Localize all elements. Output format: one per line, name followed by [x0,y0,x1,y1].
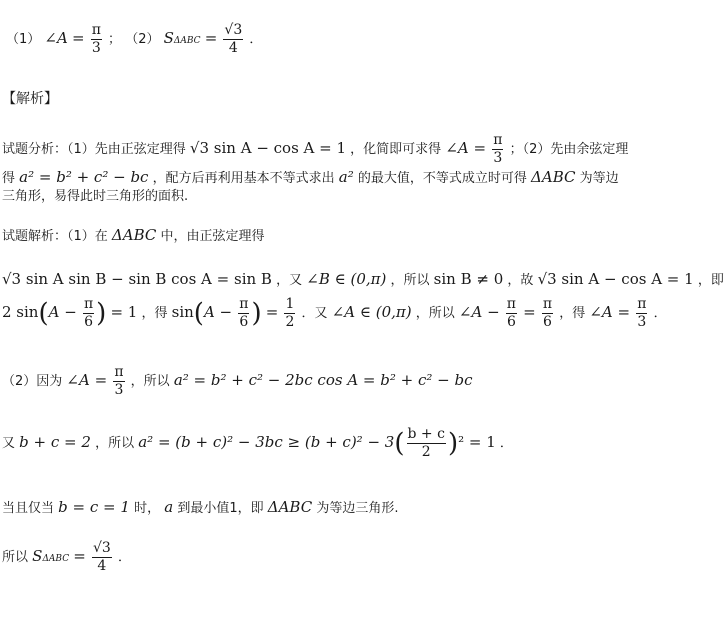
part2-label: （2） [125,32,160,47]
solution-line-3: 2 sin(A − $\frac{\pi}{6}$ ) = 1 ，得 sin(A − $\frac{\pi}{6}$ ) = $\frac{1}{2}$ ．又 ∠A ∈ (0,π) ，所以 ∠A − $\frac{\pi}{6}$ = $\frac{\pi}{6}$ ，得 ∠A = $\frac{\pi}{3}$ ． [2,296,667,330]
analysis-line-2: 得 a² = b² + c² − bc ，配方后再利用基本不等式求出 a² 的最大值，不等式成立时可得 ΔABC 为等边 [2,168,619,186]
analysis-line-1: 试题分析：（1）先由正弦定理得 √3 sin A − cos A = 1 ，化简即可求得 ∠A = $\frac{\pi}{3}$ ；（2）先由余弦定理 [2,132,629,166]
solution-line-1: 试题解析：（1）在 ΔABC 中，由正弦定理得 [2,226,265,244]
answer-line: （1） ∠A = $\frac{\pi}{3}$ ； （2） SΔABC = $\frac{√3}{4}$ ． [6,22,263,56]
angle-a: ∠A [44,29,68,47]
solution-line-7: 所以 SΔABC = $\frac{√3}{4}$ ． [2,540,131,574]
solution-line-4: （2）因为 ∠A = $\frac{\pi}{3}$ ，所以 a² = b² + c² − 2bc cos A = b² + c² − bc [2,364,473,398]
part1-label: （1） [6,32,41,47]
fraction: $\frac{√3}{4}$ [224,22,243,56]
solution-line-2: √3 sin A sin B − sin B cos A = sin B ，又 ∠B ∈ (0,π) ，所以 sin B ≠ 0 ，故 √3 sin A − cos A = 1 ，即 [2,270,724,288]
analysis-line-3: 三角形，易得此时三角形的面积. [2,189,189,204]
solution-line-5: 又 b + c = 2 ，所以 a² = (b + c)² − 3bc ≥ (b + c)² − 3( $\frac{b + c}{2}$ )² = 1 ． [2,426,513,460]
solution-line-6: 当且仅当 b = c = 1 时， a 到最小值1，即 ΔABC 为等边三角形. [2,498,399,516]
section-heading: 【解析】 [2,91,58,107]
fraction: $\frac{\pi}{3}$ [91,22,101,56]
